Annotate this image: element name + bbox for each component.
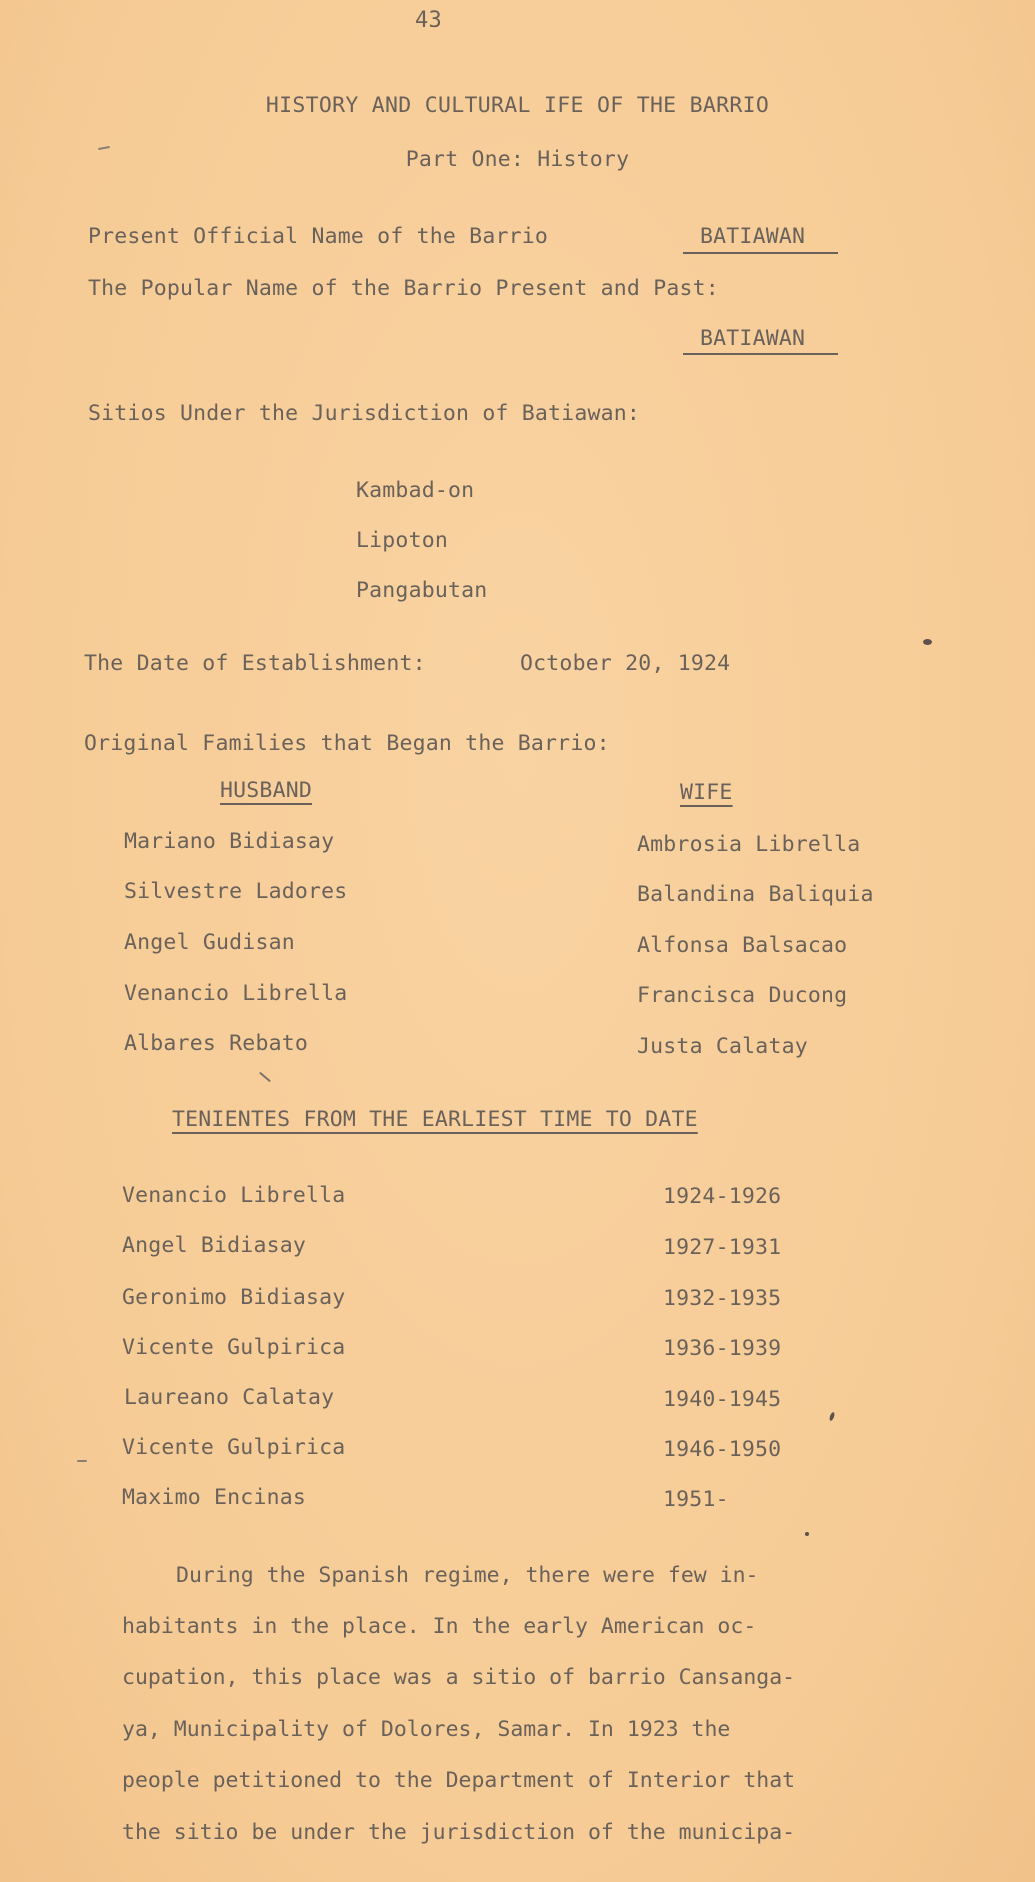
document-title: HISTORY AND CULTURAL IFE OF THE BARRIO: [265, 93, 770, 118]
ink-speck: [829, 1412, 836, 1422]
teniente-years: 1924-1926: [663, 1184, 782, 1209]
document-subtitle: Part One: History: [405, 147, 630, 172]
wife-name: Justa Calatay: [637, 1034, 808, 1059]
wife-name: Balandina Baliquia: [637, 882, 874, 907]
sitio-item: Lipoton: [356, 528, 449, 553]
body-paragraph-line: ya, Municipality of Dolores, Samar. In 1923 the: [122, 1717, 731, 1742]
families-label: Original Families that Began the Barrio:: [84, 731, 610, 756]
teniente-name: Maximo Encinas: [122, 1485, 307, 1510]
teniente-years: 1932-1935: [663, 1286, 782, 1311]
ink-speck: [923, 639, 932, 645]
wife-header: WIFE: [680, 780, 733, 805]
wife-name: Francisca Ducong: [637, 983, 848, 1008]
sitios-label: Sitios Under the Jurisdiction of Batiawan:: [88, 401, 641, 426]
body-paragraph-line: habitants in the place. In the early American oc-: [122, 1614, 757, 1639]
establishment-value: October 20, 1924: [520, 651, 731, 676]
establishment-label: The Date of Establishment:: [84, 651, 426, 676]
husband-name: Albares Rebato: [124, 1031, 309, 1056]
ink-speck: [259, 1072, 271, 1083]
ink-speck: [805, 1532, 809, 1536]
popular-name-underline: [683, 353, 838, 355]
teniente-name: Laureano Calatay: [124, 1385, 335, 1410]
teniente-name: Angel Bidiasay: [122, 1233, 307, 1258]
teniente-years: 1951-: [663, 1487, 729, 1512]
teniente-years: 1940-1945: [663, 1387, 782, 1412]
body-paragraph-line: the sitio be under the jurisdiction of the municipa-: [122, 1820, 796, 1845]
body-paragraph-line: cupation, this place was a sitio of barrio Cansanga-: [122, 1665, 796, 1690]
sitio-item: Pangabutan: [356, 578, 488, 603]
official-name-value: BATIAWAN: [700, 224, 806, 249]
official-name-underline: [683, 252, 838, 254]
wife-name: Ambrosia Librella: [637, 832, 861, 857]
tenientes-heading: TENIENTES FROM THE EARLIEST TIME TO DATE: [172, 1107, 698, 1132]
husband-name: Mariano Bidiasay: [124, 829, 335, 854]
teniente-years: 1946-1950: [663, 1437, 782, 1462]
teniente-years: 1927-1931: [663, 1235, 782, 1260]
teniente-name: Venancio Librella: [122, 1183, 346, 1208]
husband-name: Angel Gudisan: [124, 930, 295, 955]
page-number: 43: [415, 8, 442, 33]
body-paragraph-line: During the Spanish regime, there were few in-: [176, 1563, 759, 1588]
official-name-label: Present Official Name of the Barrio: [88, 224, 549, 249]
husband-name: Venancio Librella: [124, 981, 348, 1006]
teniente-name: Vicente Gulpirica: [122, 1335, 346, 1360]
teniente-name: Vicente Gulpirica: [122, 1435, 346, 1460]
ink-speck: [77, 1460, 87, 1462]
wife-name: Alfonsa Balsacao: [637, 933, 848, 958]
teniente-name: Geronimo Bidiasay: [122, 1285, 346, 1310]
sitio-item: Kambad-on: [356, 478, 475, 503]
popular-name-value: BATIAWAN: [700, 326, 806, 351]
teniente-years: 1936-1939: [663, 1336, 782, 1361]
husband-header: HUSBAND: [220, 778, 313, 803]
husband-name: Silvestre Ladores: [124, 879, 348, 904]
popular-name-label: The Popular Name of the Barrio Present and Past:: [88, 276, 719, 301]
body-paragraph-line: people petitioned to the Department of Interior that: [122, 1768, 796, 1793]
